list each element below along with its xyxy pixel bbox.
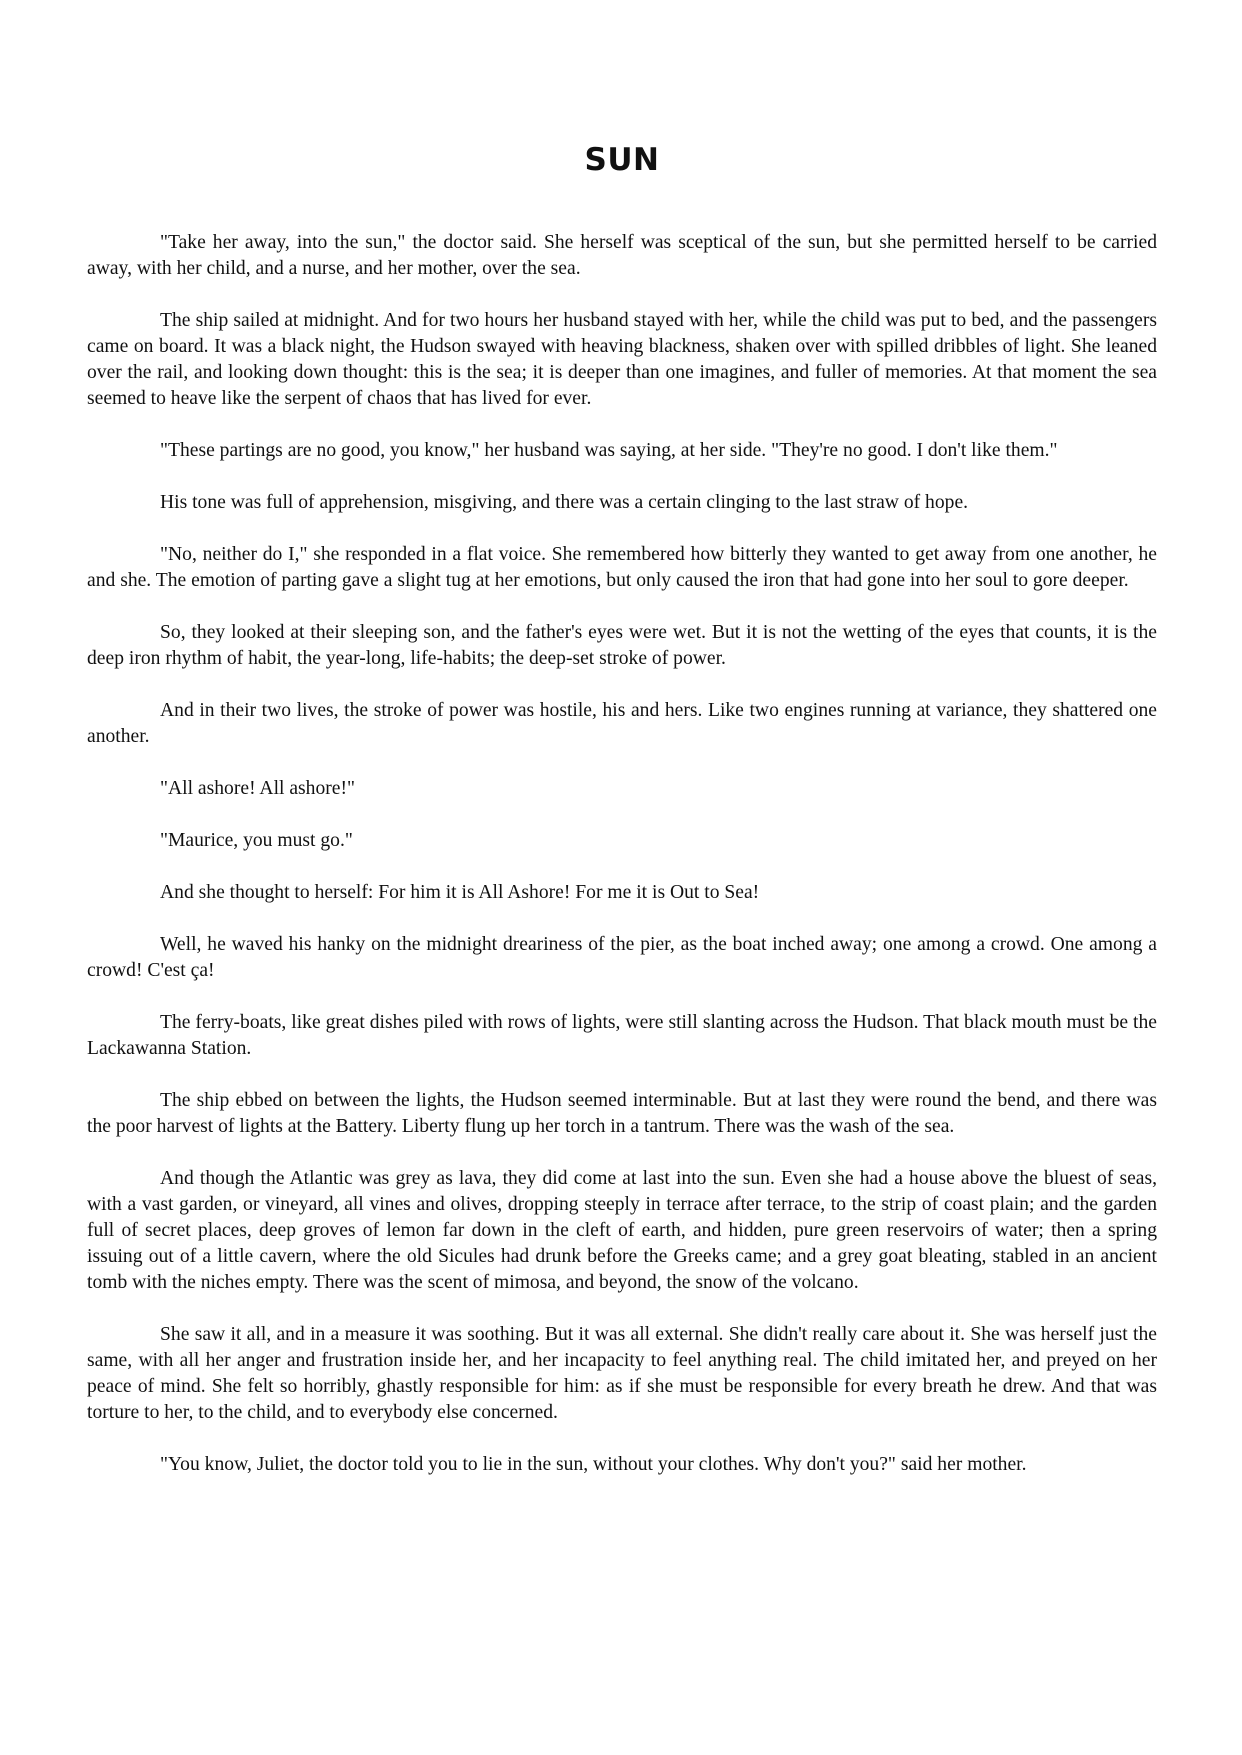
paragraph: And though the Atlantic was grey as lava, they did come at last into the sun. Even she had a house above the bluest of seas, with a vast garden, or vineyard, all vines and olives, dropping steeply in terrace after terrace, to the strip of coast plain; and the garden full of secret places, deep groves of lemon far down in the cleft of earth, and hidden, pure green reservoirs of water; then a spring issuing out of a little cavern, where the old Sicules had drunk before the Greeks came; and a grey goat bleating, stabled in an ancient tomb with the niches empty. There was the scent of mimosa, and beyond, the snow of the volcano. bbox=[87, 1168, 1157, 1293]
paragraph: "Take her away, into the sun," the doctor said. She herself was sceptical of the sun, but she permitted herself to be carried away, with her child, and a nurse, and her mother, over the sea. bbox=[87, 232, 1157, 279]
paragraph: "No, neither do I," she responded in a flat voice. She remembered how bitterly they wanted to get away from one another, he and she. The emotion of parting gave a slight tug at her emotions, but only caused the iron that had gone into her soul to gore deeper. bbox=[87, 544, 1157, 591]
paragraph: "You know, Juliet, the doctor told you to lie in the sun, without your clothes. Why don't you?" said her mother. bbox=[160, 1454, 1027, 1475]
story-text bbox=[87, 230, 1157, 1478]
document-page bbox=[87, 0, 1157, 1504]
paragraph: Well, he waved his hanky on the midnight dreariness of the pier, as the boat inched away; one among a crowd. One among a crowd! C'est ça! bbox=[87, 934, 1157, 981]
paragraph: And in their two lives, the stroke of power was hostile, his and hers. Like two engines running at variance, they shattered one another. bbox=[87, 700, 1157, 747]
paragraph: The ship ebbed on between the lights, the Hudson seemed interminable. But at last they were round the bend, and there was the poor harvest of lights at the Battery. Liberty flung up her torch in a tantrum. There was the wash of the sea. bbox=[87, 1090, 1157, 1137]
paragraph: "Maurice, you must go." bbox=[160, 830, 353, 851]
paragraph: "All ashore! All ashore!" bbox=[160, 778, 356, 799]
paragraph: She saw it all, and in a measure it was soothing. But it was all external. She didn't really care about it. She was herself just the same, with all her anger and frustration inside her, and her incapacity to feel anything real. The child imitated her, and preyed on her peace of mind. She felt so horribly, ghastly responsible for him: as if she must be responsible for every breath he drew. And that was torture to her, to the child, and to everybody else concerned. bbox=[87, 1324, 1157, 1423]
paragraph: And she thought to herself: For him it is All Ashore! For me it is Out to Sea! bbox=[160, 882, 760, 903]
paragraph: His tone was full of apprehension, misgiving, and there was a certain clinging to the last straw of hope. bbox=[160, 492, 969, 513]
paragraph: The ship sailed at midnight. And for two hours her husband stayed with her, while the child was put to bed, and the passengers came on board. It was a black night, the Hudson swayed with heaving blackness, shaken over with spilled dribbles of light. She leaned over the rail, and looking down thought: this is the sea; it is deeper than one imagines, and fuller of memories. At that moment the sea seemed to heave like the serpent of chaos that has lived for ever. bbox=[87, 310, 1157, 409]
paragraph: The ferry-boats, like great dishes piled with rows of lights, were still slanting across the Hudson. That black mouth must be the Lackawanna Station. bbox=[87, 1012, 1157, 1059]
paragraph: So, they looked at their sleeping son, and the father's eyes were wet. But it is not the wetting of the eyes that counts, it is the deep iron rhythm of habit, the year-long, life-habits; the deep-set stroke of power. bbox=[87, 622, 1157, 669]
paragraph: "These partings are no good, you know," her husband was saying, at her side. "They're no good. I don't like them." bbox=[160, 440, 1058, 461]
page-title: SUN bbox=[584, 142, 660, 178]
